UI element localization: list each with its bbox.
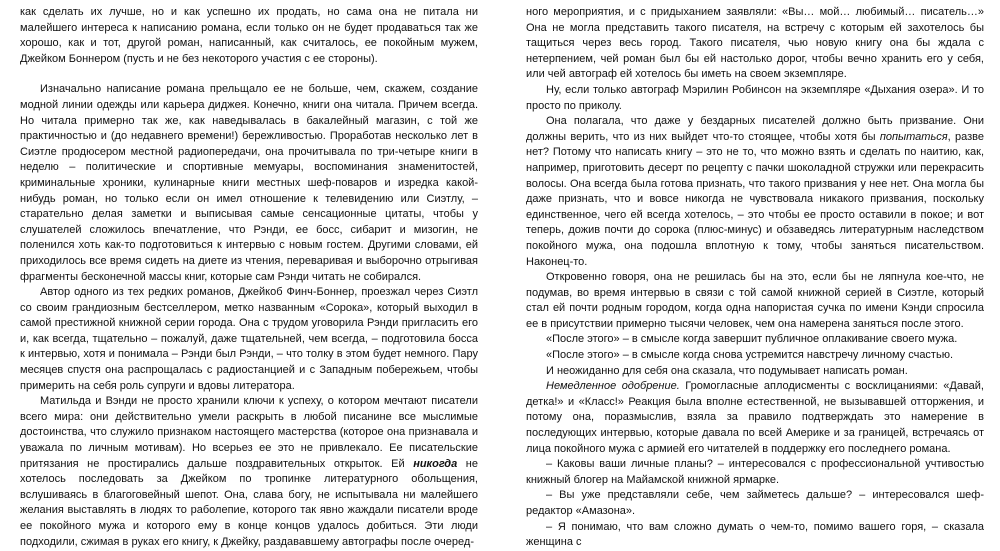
paragraph-text: Она полагала, что даже у бездарных писателей должно быть призвание. Они должны верить, что из них выйдет что-то стоящее, чтобы хотя бы bbox=[526, 115, 984, 143]
paragraph: – Я понимаю, что вам сложно думать о чем-то, помимо вашего горя, – сказала женщина с bbox=[526, 520, 984, 549]
right-page bbox=[526, 5, 984, 551]
paragraph: И неожиданно для себя она сказала, что подумывает написать роман. bbox=[546, 364, 908, 377]
emphasis: Немедленное одобрение. bbox=[546, 380, 680, 393]
paragraph: – Каковы ваши личные планы? – интересовался с профессиональной учтивостью книжный блогер на Майамской книжной ярмарке. bbox=[526, 458, 984, 486]
paragraph: «После этого» – в смысле когда завершит публичное оплакивание своего мужа. bbox=[546, 333, 958, 346]
paragraph: ного мероприятия, и с придыханием заявляли: «Вы… мой… любимый… писатель…» Она не могла представить такого писателя, на встречу с которым ей захотелось бы тащиться через весь город. Такого писателя, чью новую книгу она бы ждала с нетерпением, чей роман был бы ей настолько дорог, чтобы вечно хранить его у себя, или чей автограф ей хотелось бы иметь на своем экземпляре. bbox=[526, 6, 984, 81]
paragraph-text: не хотелось последовать за Джейком по тропинке литературного обольщения, вслушиваясь в благоговейный шепот. Она, слава богу, не испытывала ни малейшего желания выставлять в людях то раболепие, которого так явно жаждали писатели вроде ее покойного мужа и которого ему в конце концов удалось добиться. Эти люди подходили, сжимая в руках его книгу, к Джейку, раздававшему автографы после очеред- bbox=[20, 457, 478, 548]
paragraph-text: Громогласные аплодисменты с восклицаниями: «Давай, детка!» и «Класс!» Реакция была вполне естественной, не вызывавшей отторжения, и потому она, поразмыслив, взяла за правило подтверждать это намерение в последующих интервью, которые давала по всей Америке и за границей, встречаясь от лица покойного мужа с армией его читателей в поддержку его последнего романа. bbox=[526, 380, 984, 455]
paragraph bbox=[526, 114, 984, 270]
paragraph: «После этого» – в смысле когда снова устремится навстречу личному счастью. bbox=[546, 349, 954, 362]
paragraph: Откровенно говоря, она не решилась бы на это, если бы не ляпнула кое-что, не подумав, во время интервью в связи с той самой книжной серией в Сиэтле, который стал ей почти родным городом, когда одна напористая сучка по имени Кэнди спросила ее в присутствии примерно тысячи человек, чем она намерена заняться после этого. bbox=[526, 271, 984, 330]
emphasis: никогда bbox=[413, 457, 458, 470]
paragraph bbox=[526, 379, 984, 457]
left-page bbox=[20, 5, 478, 550]
paragraph bbox=[20, 394, 478, 550]
paragraph: Изначально написание романа прельщало ее не больше, чем, скажем, создание модной линии одежды или карьера диджея. Конечно, книги она читала. Причем всегда. Но читала примерно так же, как наведывалась в бакалейный магазин, с той же практичностью и (до недавнего времени!) бережливостью. Проработав несколько лет в Сиэтле продюсером местной радиопередачи, она прочитывала по три-четыре книги в неделю – политические и спортивные мемуары, воспоминания знаменитостей, криминальные хроники, кулинарные книги местных шеф-поваров и изредка какой-нибудь роман, но только если он имел отношение к телевидению или Сиэтлу, – старательно делая заметки и выписывая самые сенсационные цитаты, чтобы у слушателей сложилось впечатление, что Рэнди, ее босс, сибарит и мизогин, не поленился хоть как-то подготовиться к интервью с новым гостем. Другими словами, ей приходилось все время сидеть на диете из чтения, переваривая и выборочно отрыгивая фрагменты бесконечной массы книг, которые сам Рэнди читать не собирался. bbox=[20, 83, 478, 283]
paragraph: Ну, если только автограф Мэрилин Робинсон на экземпляре «Дыхания озера». И то просто по приколу. bbox=[526, 83, 984, 112]
paragraph-text: , разве нет? Потому что написать книгу – это не то, что можно взять и сделать по наитию, как, например, приготовить десерт по рецепту с пачки шоколадной стружки или перекрасить волосы. Она всегда была готова признать, что такого призвания у нее нет. Она могла бы даже признать, что и вовсе никогда не чувствовала никакого призвания, поскольку единственное, чего ей всегда хотелось, – это чтобы ее просто оставили в покое; и вот теперь, дожив почти до сорока (плюс-минус) и обзаведясь литературным наследством покойного мужа, она подошла вплотную к тому, чтобы заняться писательством. Наконец-то. bbox=[526, 130, 984, 268]
paragraph: как сделать их лучше, но и как успешно их продать, но сама она не питала ни малейшего интереса к написанию романа, если только он не будет продаваться так же хорошо, как и тот, другой роман, написанный, как считалось, ее покойным мужем, Джейком Боннером (пусть и не без некоторого участия с ее стороны). bbox=[20, 6, 478, 65]
paragraph-text: Матильда и Вэнди не просто хранили ключи к успеху, о котором мечтают писатели всего мира: они действительно умели раскрыть в любой писанине все мыслимые достоинства, что служило признаком настоящего мастерства (которое она признавала и уважала по личным мотивам). Но всерьез ее это не привлекало. Ее писательские притязания не простирались дальше поздравительных открыток. Ей bbox=[20, 395, 478, 470]
paragraph: – Вы уже представляли себе, чем займетесь дальше? – интересовался шеф-редактор «Амазона». bbox=[526, 489, 984, 517]
emphasis: попытаться bbox=[879, 130, 948, 143]
paragraph: Автор одного из тех редких романов, Джейкоб Финч-Боннер, проезжал через Сиэтл со своим грандиозным бестселлером, метко названным «Сорока», который выходил в самой престижной книжной серии города. Она с трудом уговорила Рэнди пригласить его и, как всегда, тщательно – пожалуй, даже тщательней, чем всегда, – подготовила босса к интервью, хотя и понимала – Рэнди был Рэнди, – что толку в этом будет немного. Пару месяцев спустя она распрощалась с радиостанцией и с Западным побережьем, чтобы примерить на себя роль супруги и вдовы литератора. bbox=[20, 286, 478, 392]
